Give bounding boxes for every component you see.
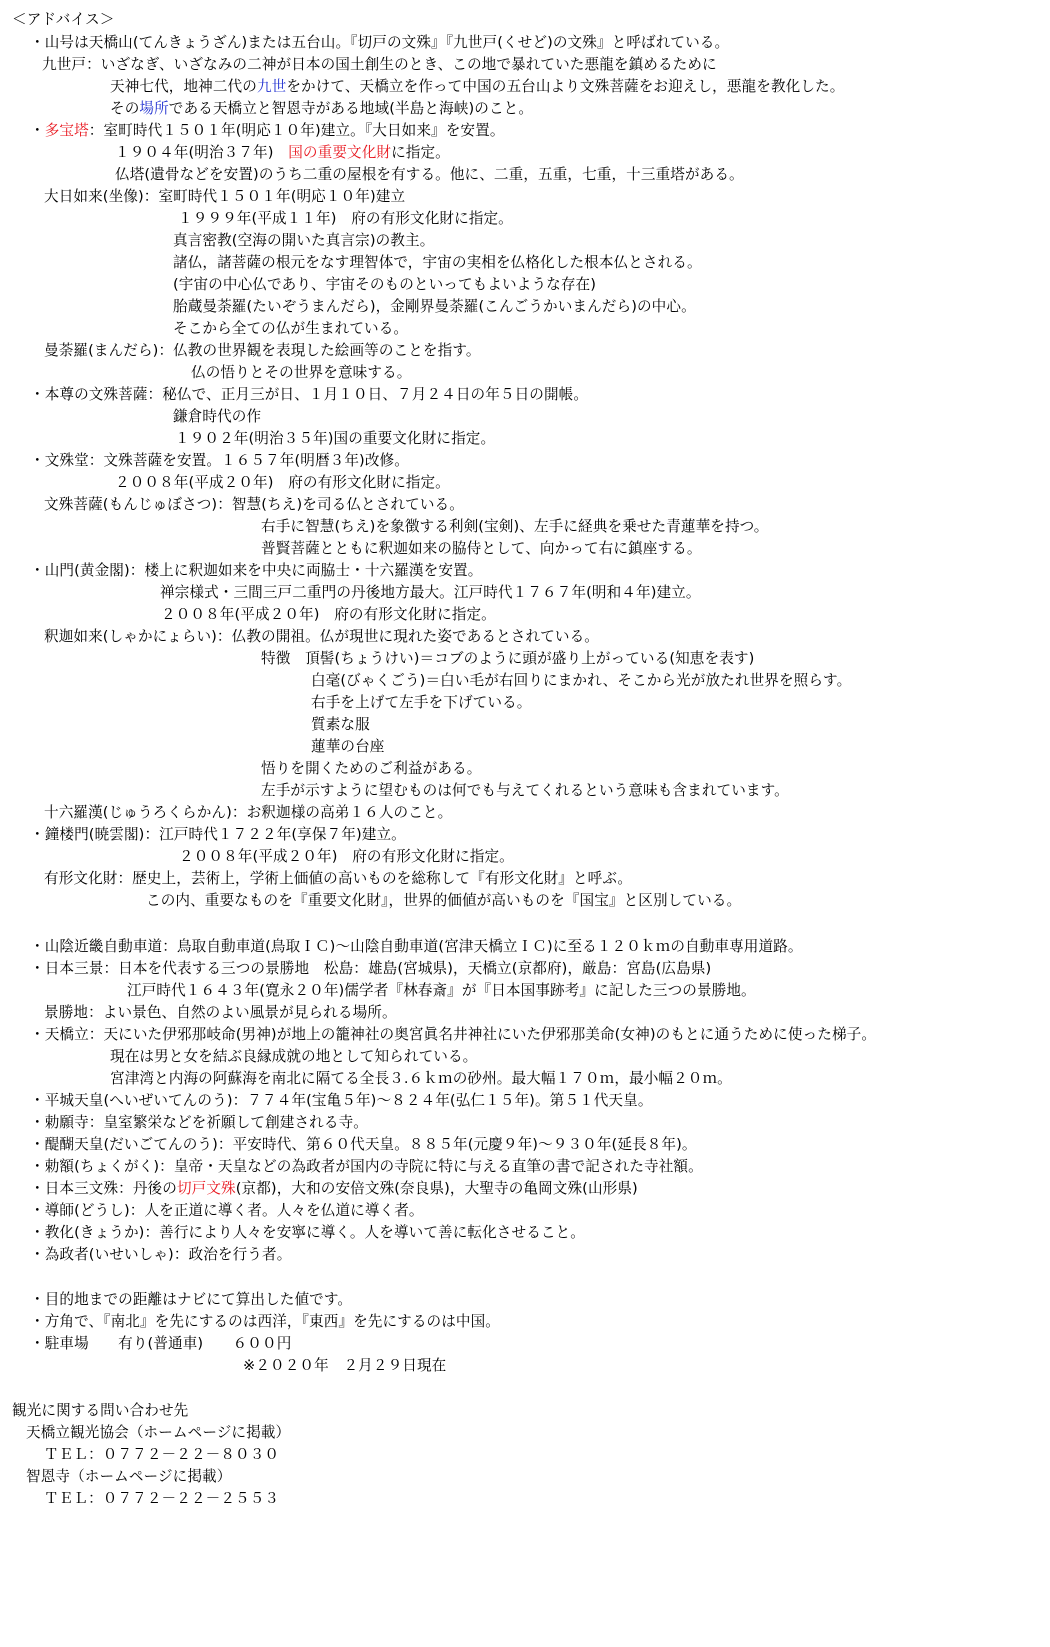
text-segment: 右手に智慧(ちえ)を象徴する利剣(宝剣)、左手に経典を乗せた青蓮華を持つ。 — [261, 518, 769, 535]
text-line — [110, 1069, 732, 1089]
text-segment: 釈迦如来(しゃかにょらい)：仏教の開祖。仏が現世に現れた姿であるとされている。 — [44, 628, 599, 645]
text-line — [261, 649, 754, 669]
text-segment: 九世戸：いざなぎ、いざなみの二神が日本の国土創生のとき、この地で暴れていた悪龍を鎮めるために — [42, 56, 717, 73]
text-line — [173, 253, 702, 273]
text-line — [12, 1401, 188, 1421]
text-segment: ・ — [30, 122, 45, 139]
text-line — [173, 319, 408, 339]
text-line — [261, 517, 769, 537]
highlight-red: 切戸文殊 — [176, 1180, 236, 1197]
text-segment: 白毫(びゃくごう)＝白い毛が右回りにまかれ、そこから光が放たれ世界を照らす。 — [311, 672, 852, 689]
text-line — [30, 1113, 368, 1133]
text-segment: 胎蔵曼荼羅(たいぞうまんだら)，金剛界曼荼羅(こんごうかいまんだら)の中心。 — [173, 298, 696, 315]
text-segment: ・山号は天橋山(てんきょうざん)または五台山。『切戸の文殊』『九世戸(くせど)の文殊』と呼ばれている。 — [30, 34, 730, 51]
text-line — [261, 539, 702, 559]
text-line — [12, 10, 114, 30]
text-segment: 大日如来(坐像)：室町時代１５０１年(明応１０年)建立 — [44, 188, 406, 205]
text-segment: ・導師(どうし)：人を正道に導く者。人々を仏道に導く者。 — [30, 1202, 424, 1219]
text-line — [179, 847, 514, 867]
text-line — [44, 803, 452, 823]
text-segment: ※２０２０年 ２月２９日現在 — [243, 1357, 447, 1374]
text-segment: (宇宙の中心仏であり、宇宙そのものといってもよいような存在) — [173, 276, 597, 293]
text-segment: 普賢菩薩とともに釈迦如来の脇侍として、向かって右に鎮座する。 — [261, 540, 702, 557]
highlight-blue: 九世 — [256, 78, 287, 95]
text-line — [30, 561, 482, 581]
text-line — [311, 737, 384, 757]
text-segment: 禅宗様式・三間三戸二重門の丹後地方最大。江戸時代１７６７年(明和４年)建立。 — [160, 584, 701, 601]
text-segment: ＴＥＬ：０７７２－２２－２５５３ — [44, 1490, 280, 1507]
text-line — [110, 77, 844, 97]
text-line — [44, 341, 481, 361]
text-segment: ・駐車場 有り(普通車) ６００円 — [30, 1335, 292, 1352]
text-segment: ＜アドバイス＞ — [12, 11, 115, 28]
text-segment: に指定。 — [391, 144, 450, 161]
text-segment: 蓮華の台座 — [311, 738, 385, 755]
text-line — [178, 209, 513, 229]
text-line — [26, 1423, 290, 1443]
text-segment: をかけて、天橋立を作って中国の五台山より文殊菩薩をお迎えし，悪龍を教化した。 — [286, 78, 845, 95]
text-line — [44, 495, 464, 515]
text-line — [30, 121, 505, 141]
text-segment: 特徴 頂髻(ちょうけい)＝コブのように頭が盛り上がっている(知恵を表す) — [261, 650, 755, 667]
text-segment: 文殊菩薩(もんじゅぼさつ)：智慧(ちえ)を司る仏とされている。 — [44, 496, 464, 513]
text-segment: 鎌倉時代の作 — [173, 408, 262, 425]
text-segment: ・醍醐天皇(だいごてんのう)：平安時代、第６０代天皇。８８５年(元慶９年)～９３０年(延長８年)。 — [30, 1136, 697, 1153]
text-line — [115, 473, 450, 493]
text-segment: 仏の悟りとその世界を意味する。 — [191, 364, 412, 381]
text-line — [115, 143, 450, 163]
text-line — [44, 627, 599, 647]
text-segment: ・方角で、『南北』を先にするのは西洋，『東西』を先にするのは中国。 — [30, 1313, 501, 1330]
text-line — [173, 275, 596, 295]
text-segment: 景勝地：よい景色、自然のよい風景が見られる場所。 — [44, 1004, 397, 1021]
text-segment: ・平城天皇(へいぜいてんのう)：７７４年(宝亀５年)～８２４年(弘仁１５年)。第５１代天皇。 — [30, 1092, 653, 1109]
text-segment: 智恩寺（ホームページに掲載） — [26, 1468, 232, 1485]
text-segment: ・山門(黄金閣)：楼上に釈迦如来を中央に両脇士・十六羅漢を安置。 — [30, 562, 483, 579]
text-line — [110, 1047, 477, 1067]
text-line — [30, 937, 803, 957]
text-line — [243, 1356, 446, 1376]
text-line — [30, 1245, 291, 1265]
text-segment: 質素な服 — [311, 716, 370, 733]
text-segment: 仏塔(遺骨などを安置)のうち二重の屋根を有する。他に、二重，五重，七重，十三重塔がある。 — [115, 166, 744, 183]
text-segment: ・文殊堂：文殊菩薩を安置。１６５７年(明暦３年)改修。 — [30, 452, 409, 469]
text-line — [115, 165, 744, 185]
highlight-blue: 場所 — [139, 100, 169, 117]
text-segment: ２００８年(平成２０年) 府の有形文化財に指定。 — [161, 606, 496, 623]
text-segment: 江戸時代１６４３年(寛永２０年)儒学者『林春斎』が『日本国事跡考』に記した三つの景勝地。 — [127, 982, 756, 999]
text-segment: ：室町時代１５０１年(明応１０年)建立。『大日如来』を安置。 — [88, 122, 505, 139]
text-segment: ・為政者(いせいしゃ)：政治を行う者。 — [30, 1246, 292, 1263]
text-segment: ・天橋立：天にいた伊邪那岐命(男神)が地上の籠神社の奥宮眞名井神社にいた伊邪那美命(女神)のもとに通うために使った梯子。 — [30, 1026, 877, 1043]
text-segment: ・日本三文殊：丹後の — [30, 1180, 177, 1197]
text-segment: 十六羅漢(じゅうろくらかん)：お釈迦様の高弟１６人のこと。 — [44, 804, 453, 821]
text-segment: 宮津湾と内海の阿蘇海を南北に隔てる全長３.６ｋｍの砂州。最大幅１７０ｍ，最小幅２０ｍ。 — [110, 1070, 732, 1087]
text-segment: 観光に関する問い合わせ先 — [12, 1402, 189, 1419]
text-segment: ・本尊の文殊菩薩：秘仏で、正月三が日、１月１０日、７月２４日の年５日の開帳。 — [30, 386, 589, 403]
text-segment: ・勅額(ちょくがく)：皇帝・天皇などの為政者が国内の寺院に特に与える直筆の書で記された寺社額。 — [30, 1158, 703, 1175]
text-line — [30, 825, 406, 845]
text-segment: この内、重要なものを『重要文化財』，世界的価値が高いものを『国宝』と区別している。 — [146, 892, 742, 909]
highlight-red: 国の重要文化財 — [288, 144, 392, 161]
text-line — [173, 297, 696, 317]
text-segment: (京都)，大和の安倍文殊(奈良県)，大聖寺の亀岡文殊(山形県) — [235, 1180, 638, 1197]
text-segment: ２００８年(平成２０年) 府の有形文化財に指定。 — [115, 474, 450, 491]
text-segment: 左手が示すように望むものは何でも与えてくれるという意味も含まれています。 — [261, 782, 789, 799]
text-segment: １９０２年(明治３５年)国の重要文化財に指定。 — [175, 430, 496, 447]
text-segment: ２００８年(平成２０年) 府の有形文化財に指定。 — [179, 848, 514, 865]
text-segment: である天橋立と智恩寺がある地域(半島と海峡)のこと。 — [168, 100, 534, 117]
text-line — [44, 1003, 397, 1023]
text-segment: 諸仏，諸菩薩の根元をなす理智体で，宇宙の実相を仏格化した根本仏とされる。 — [173, 254, 702, 271]
text-segment: 右手を上げて左手を下げている。 — [311, 694, 532, 711]
text-line — [30, 385, 588, 405]
text-line — [30, 959, 711, 979]
text-segment: 悟りを開くためのご利益がある。 — [261, 760, 482, 777]
text-line — [146, 891, 741, 911]
text-segment: ＴＥＬ：０７７２－２２－８０３０ — [44, 1446, 280, 1463]
text-line — [175, 429, 495, 449]
text-segment: 有形文化財：歴史上，芸術上，学術上価値の高いものを総称して『有形文化財』と呼ぶ。 — [44, 870, 633, 887]
text-line — [110, 99, 533, 119]
text-line — [26, 1467, 231, 1487]
highlight-red: 多宝塔 — [44, 122, 89, 139]
text-segment: 天橋立観光協会（ホームページに掲載） — [26, 1424, 291, 1441]
text-line — [30, 1157, 703, 1177]
text-line — [44, 1489, 279, 1509]
text-line — [160, 583, 701, 603]
text-line — [30, 1201, 424, 1221]
text-segment: ・教化(きょうか)：善行により人々を安寧に導く。人を導いて善に転化させること。 — [30, 1224, 585, 1241]
text-segment: ・目的地までの距離はナビにて算出した値です。 — [30, 1291, 353, 1308]
text-line — [30, 1091, 653, 1111]
text-segment: ・鐘楼門(暁雲閣)：江戸時代１７２２年(享保７年)建立。 — [30, 826, 406, 843]
text-line — [173, 231, 434, 251]
text-line — [42, 55, 717, 75]
text-line — [44, 187, 405, 207]
text-line — [30, 1312, 500, 1332]
text-segment: ・日本三景：日本を代表する三つの景勝地 松島：雄島(宮城県)，天橋立(京都府)，厳島：宮島(広島県) — [30, 960, 712, 977]
text-segment: １９９９年(平成１１年) 府の有形文化財に指定。 — [178, 210, 513, 227]
text-line — [30, 33, 729, 53]
text-line — [30, 1025, 876, 1045]
text-segment: 真言密教(空海の開いた真言宗)の教主。 — [173, 232, 435, 249]
text-segment: その — [110, 100, 140, 117]
text-line — [311, 715, 370, 735]
text-line — [261, 759, 481, 779]
text-line — [30, 451, 409, 471]
text-line — [30, 1290, 352, 1310]
text-segment: 曼荼羅(まんだら)：仏教の世界観を表現した絵画等のことを指す。 — [44, 342, 481, 359]
text-segment: 天神七代，地神二代の — [110, 78, 257, 95]
text-line — [127, 981, 756, 1001]
text-line — [30, 1223, 585, 1243]
text-line — [161, 605, 496, 625]
text-segment: １９０４年(明治３７年) — [115, 144, 289, 161]
text-line — [173, 407, 261, 427]
text-line — [311, 671, 851, 691]
text-segment: ・山陰近畿自動車道：鳥取自動車道(鳥取ＩＣ)～山陰自動車道(宮津天橋立ＩＣ)に至る１２０ｋｍの自動車専用道路。 — [30, 938, 803, 955]
text-line — [30, 1334, 291, 1354]
text-line — [44, 869, 632, 889]
text-segment: ・勅願寺：皇室繁栄などを祈願して創建される寺。 — [30, 1114, 368, 1131]
text-line — [311, 693, 531, 713]
text-segment: そこから全ての仏が生まれている。 — [173, 320, 409, 337]
text-line — [191, 363, 411, 383]
text-line — [30, 1135, 697, 1155]
text-segment: 現在は男と女を結ぶ良縁成就の地として知られている。 — [110, 1048, 478, 1065]
text-line — [261, 781, 789, 801]
text-line — [44, 1445, 279, 1465]
text-line — [30, 1179, 638, 1199]
